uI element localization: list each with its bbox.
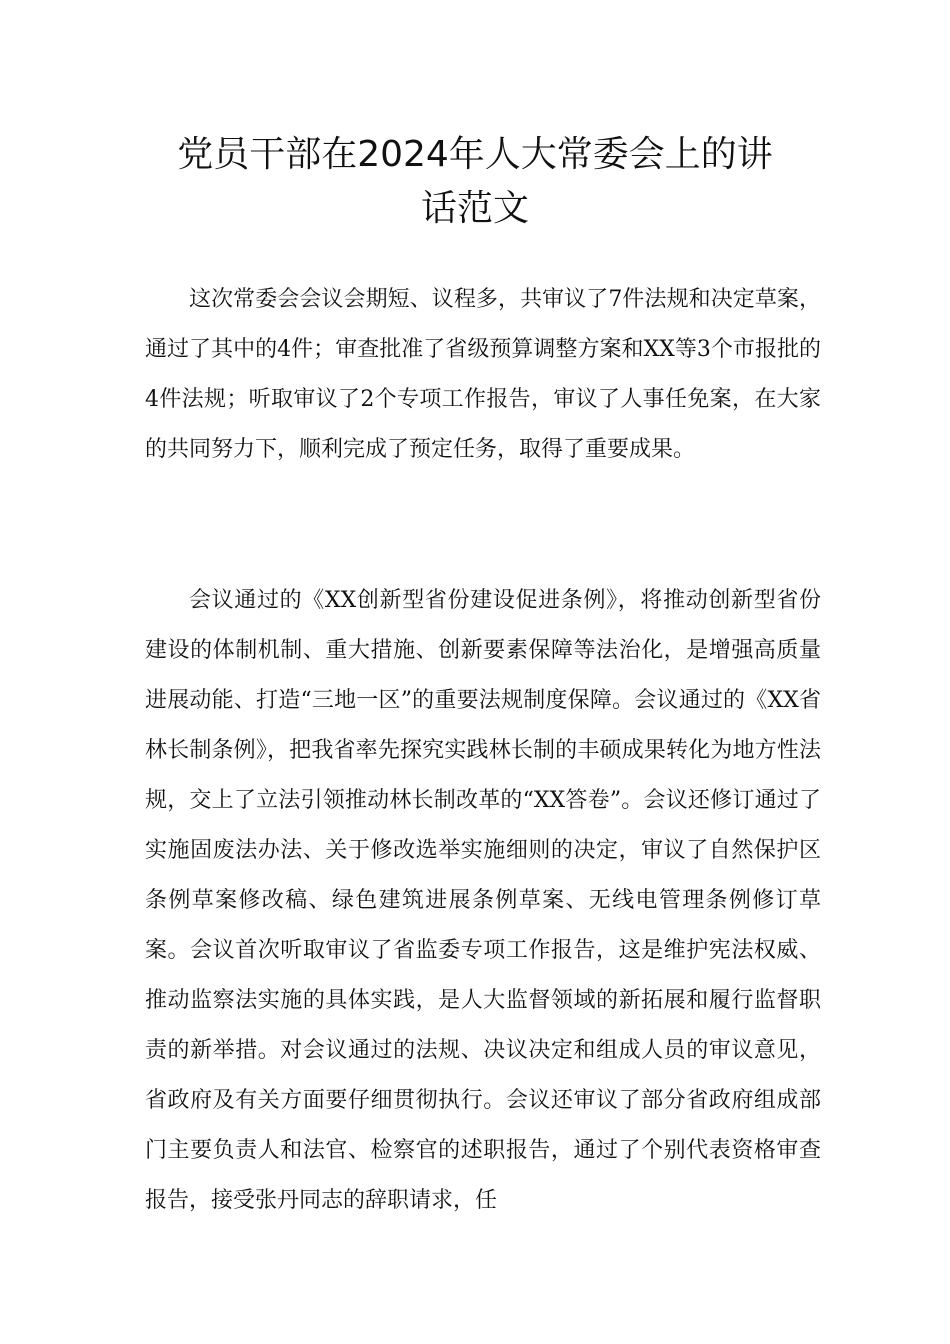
- title-line-1: 党员干部在2024年人大常委会上的讲: [177, 134, 773, 175]
- document-title: [120, 128, 830, 236]
- paragraph-1: 这次常委会会议会期短、议程多，共审议了7件法规和决定草案，通过了其中的4件；审查批准了省级预算调整方案和XX等3个市报批的4件法规；听取审议了2个专项工作报告，审议了人事任免案，在大家的共同努力下，顺利完成了预定任务，取得了重要成果。: [145, 287, 821, 462]
- title-line-2: 话范文: [420, 188, 529, 229]
- paragraph-2: 会议通过的《XX创新型省份建设促进条例》，将推动创新型省份建设的体制机制、重大措施、创新要素保障等法治化，是增强高质量进展动能、打造“三地一区”的重要法规制度保障。会议通过的《XX省林长制条例》，把我省率先探究实践林长制的丰硕成果转化为地方性法规，交上了立法引领推动林长制改革的“XX答卷”。会议还修订通过了实施固废法办法、关于修改选举实施细则的决定，审议了自然保护区条例草案修改稿、绿色建筑进展条例草案、无线电管理条例修订草案。会议首次听取审议了省监委专项工作报告，这是维护宪法权威、推动监察法实施的具体实践，是人大监督领域的新拓展和履行监督职责的新举措。对会议通过的法规、决议决定和组成人员的审议意见，省政府及有关方面要仔细贯彻执行。会议还审议了部分省政府组成部门主要负责人和法官、检察官的述职报告，通过了个别代表资格审查报告，接受张丹同志的辞职请求，任: [145, 588, 821, 1213]
